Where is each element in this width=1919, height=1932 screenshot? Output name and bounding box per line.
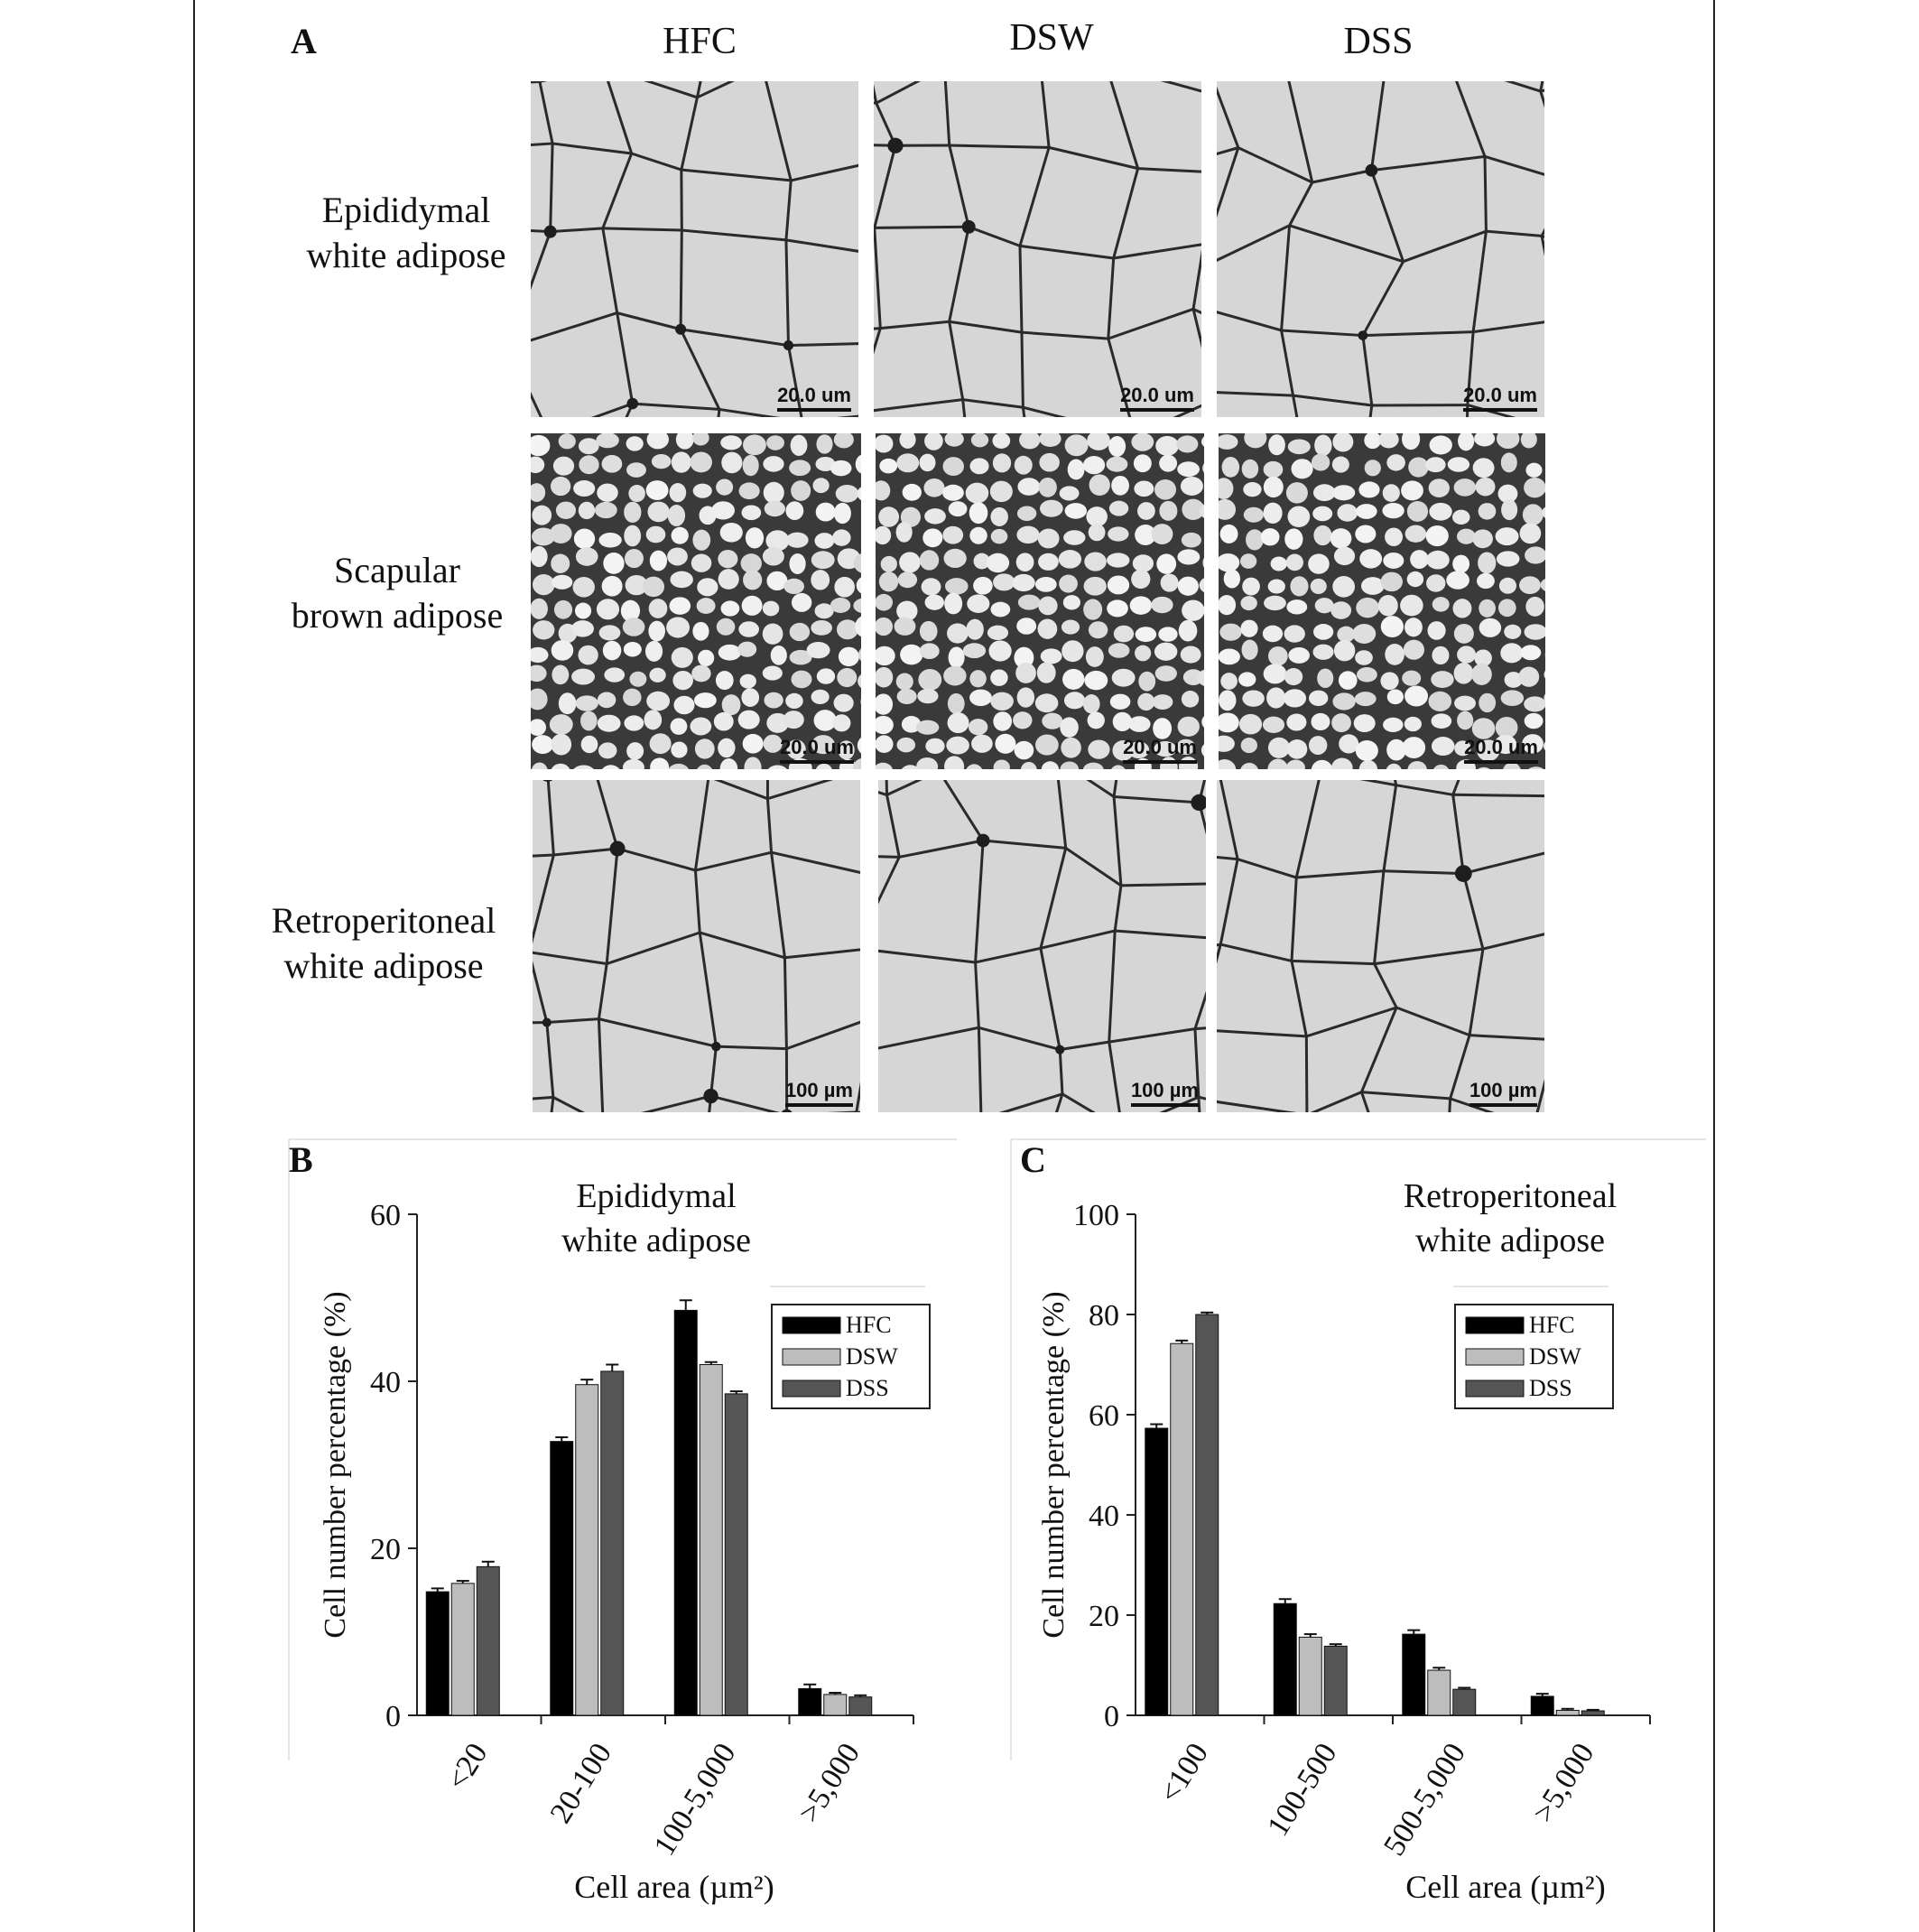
bar-hfc-2 [1403, 1634, 1425, 1715]
bar-dss-1 [1324, 1646, 1347, 1715]
chart-title-line1: Retroperitoneal [1403, 1177, 1618, 1215]
y-tick-label: 0 [1104, 1700, 1119, 1733]
bar-dsw-2 [700, 1365, 722, 1716]
bar-dsw-3 [824, 1695, 847, 1715]
x-tick-label: 500-5,000 [1377, 1737, 1473, 1862]
micrograph-retroperitoneal-dsw [878, 780, 1206, 1112]
bar-dss-0 [477, 1566, 499, 1715]
bar-hfc-0 [426, 1592, 449, 1715]
column-header-hfc: HFC [663, 21, 737, 62]
bar-dss-2 [1453, 1689, 1476, 1715]
y-tick-label: 0 [385, 1700, 401, 1733]
chart-title-line1: Epididymal [576, 1177, 737, 1215]
tissue-texture [533, 780, 860, 1112]
left-border [193, 0, 195, 1932]
y-tick-label: 60 [370, 1199, 401, 1232]
chart-b [271, 1129, 975, 1923]
x-axis-label: Cell area (µm²) [1405, 1869, 1606, 1905]
x-tick-label: >5,000 [1526, 1737, 1601, 1829]
bar-hfc-1 [1274, 1603, 1296, 1715]
bar-dsw-3 [1556, 1710, 1579, 1715]
x-tick-label: 100-500 [1261, 1737, 1344, 1843]
y-axis-label: Cell number percentage (%) [319, 1291, 352, 1639]
tissue-texture [874, 81, 1201, 417]
bar-dss-2 [725, 1394, 747, 1715]
bar-hfc-0 [1145, 1428, 1168, 1715]
legend-label-dss: DSS [1529, 1375, 1572, 1401]
x-tick-label: <20 [440, 1737, 495, 1797]
micrograph-epididymal-dss [1217, 81, 1544, 417]
bar-dsw-1 [576, 1385, 598, 1715]
micrograph-retroperitoneal-dss [1217, 780, 1544, 1112]
legend-swatch-dss [1466, 1380, 1524, 1397]
legend-label-hfc: HFC [1529, 1312, 1575, 1338]
y-axis-label: Cell number percentage (%) [1037, 1291, 1071, 1639]
bar-hfc-1 [551, 1442, 573, 1715]
row-label-retroperitoneal: Retroperitoneal white adipose [271, 900, 496, 986]
y-tick-label: 40 [1089, 1500, 1119, 1533]
x-tick-label: >5,000 [792, 1737, 867, 1829]
bar-dsw-0 [1171, 1343, 1193, 1715]
legend-swatch-dsw [1466, 1349, 1524, 1365]
scale-bar: 20.0 um [1463, 384, 1537, 412]
panel-a-letter: A [291, 21, 317, 61]
bar-dsw-0 [451, 1584, 474, 1715]
row-label-scapular: Scapular brown adipose [291, 550, 504, 636]
scale-bar: 20.0 um [777, 384, 851, 412]
column-header-dss: DSS [1343, 21, 1414, 62]
tissue-texture [876, 433, 1204, 769]
panel-letter: C [1020, 1139, 1046, 1180]
bar-hfc-2 [674, 1310, 697, 1715]
x-tick-label: 20-100 [543, 1737, 619, 1829]
y-tick-label: 80 [1089, 1299, 1119, 1333]
x-axis-label: Cell area (µm²) [574, 1869, 774, 1905]
scale-bar: 20.0 um [1120, 384, 1194, 412]
bar-hfc-3 [1531, 1696, 1553, 1715]
y-tick-label: 60 [1089, 1399, 1119, 1433]
tissue-texture [531, 81, 858, 417]
scale-bar: 20.0 um [780, 736, 854, 764]
bar-dss-0 [1196, 1314, 1219, 1715]
legend-swatch-dsw [783, 1349, 840, 1365]
bar-dss-3 [1581, 1711, 1604, 1715]
tissue-texture [878, 780, 1206, 1112]
scale-bar: 100 µm [1131, 1079, 1199, 1107]
tissue-texture [1217, 780, 1544, 1112]
tissue-texture [1217, 81, 1544, 417]
tissue-texture [1219, 433, 1545, 769]
legend-swatch-dss [783, 1380, 840, 1397]
bar-hfc-3 [799, 1688, 821, 1715]
micrograph-epididymal-dsw [874, 81, 1201, 417]
micrograph-scapular-hfc [531, 433, 861, 769]
micrograph-retroperitoneal-hfc [533, 780, 860, 1112]
bar-dss-1 [601, 1371, 624, 1715]
y-tick-label: 20 [1089, 1600, 1119, 1633]
legend-label-dsw: DSW [1529, 1343, 1581, 1370]
panel-letter: B [289, 1139, 313, 1180]
x-tick-label: <100 [1153, 1737, 1216, 1809]
x-tick-label: 100-5,000 [647, 1737, 743, 1862]
legend-label-dsw: DSW [846, 1343, 898, 1370]
scale-bar: 100 µm [1469, 1079, 1537, 1107]
bar-dss-3 [849, 1697, 872, 1715]
scale-bar: 20.0 um [1123, 736, 1197, 764]
y-tick-label: 40 [370, 1366, 401, 1399]
y-tick-label: 20 [370, 1533, 401, 1566]
scale-bar: 20.0 um [1464, 736, 1538, 764]
scale-bar: 100 µm [785, 1079, 853, 1107]
y-tick-label: 100 [1073, 1199, 1119, 1232]
legend-swatch-hfc [1466, 1317, 1524, 1333]
column-header-dsw: DSW [1009, 17, 1094, 59]
bar-dsw-1 [1299, 1637, 1321, 1715]
chart-title-line2: white adipose [561, 1221, 752, 1259]
tissue-texture [531, 433, 861, 769]
micrograph-scapular-dss [1219, 433, 1545, 769]
legend-label-dss: DSS [846, 1375, 889, 1401]
legend-label-hfc: HFC [846, 1312, 892, 1338]
bar-dsw-2 [1428, 1670, 1451, 1715]
row-label-epididymal: Epididymal white adipose [306, 190, 506, 275]
micrograph-scapular-dsw [876, 433, 1204, 769]
micrograph-epididymal-hfc [531, 81, 858, 417]
chart-c [993, 1129, 1715, 1923]
chart-title-line2: white adipose [1414, 1221, 1606, 1259]
legend-swatch-hfc [783, 1317, 840, 1333]
